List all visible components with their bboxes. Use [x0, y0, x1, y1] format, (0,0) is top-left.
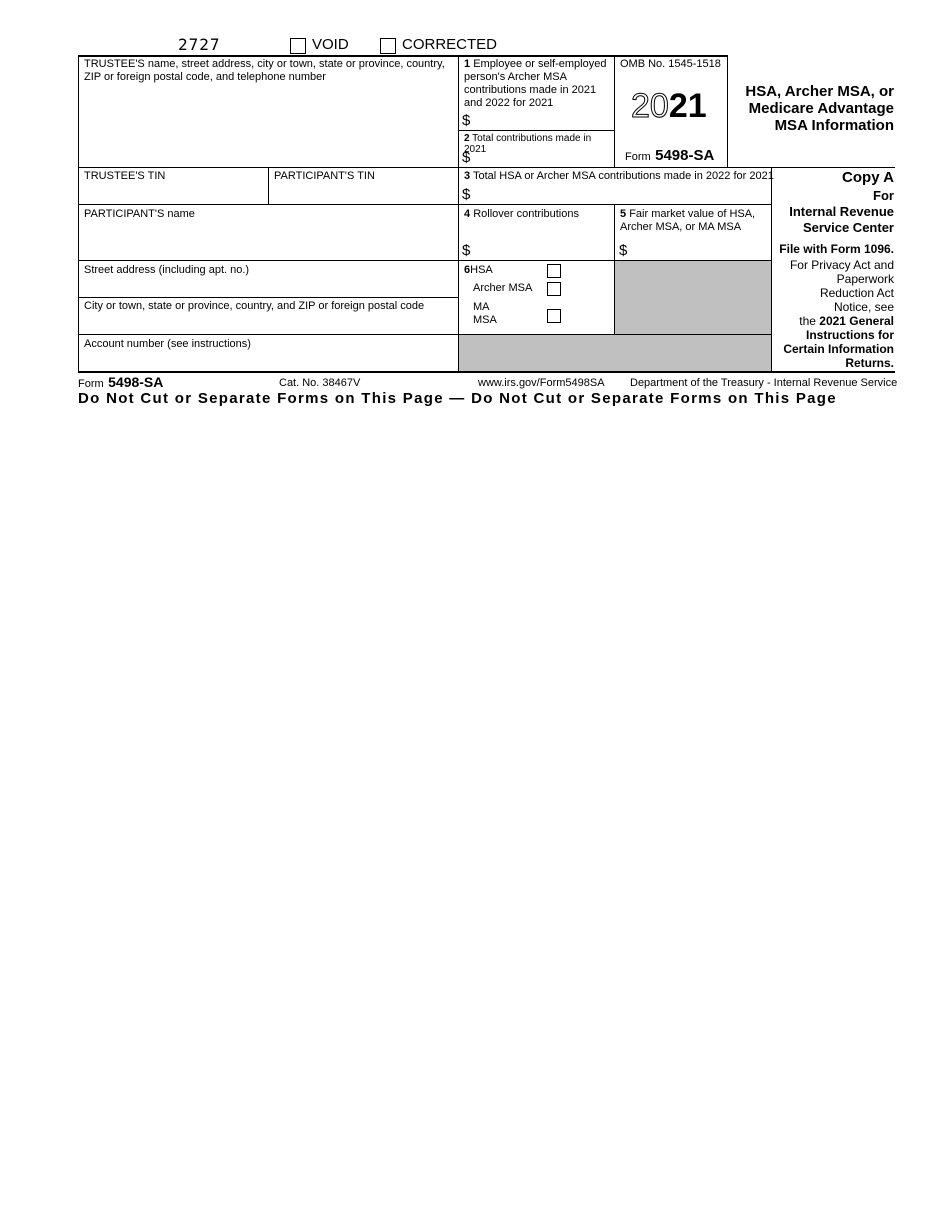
form-code: 2727: [178, 35, 221, 54]
title-line3: MSA Information: [774, 117, 894, 134]
corrected-label: CORRECTED: [402, 36, 498, 53]
city-label: City or town, state or province, country, and ZIP or foreign postal code: [84, 300, 425, 312]
copy-irs-label: Internal Revenue Service Center: [789, 204, 894, 235]
void-label: VOID: [312, 36, 349, 53]
box5-dollar: $: [619, 242, 628, 259]
footer-form-name: Form 5498-SA: [78, 374, 164, 390]
trustee-name-field[interactable]: [80, 86, 457, 166]
corrected-checkbox[interactable]: [380, 38, 396, 54]
omb-number: OMB No. 1545-1518: [620, 58, 721, 70]
copy-a-label: Copy A: [842, 169, 894, 186]
box5-amount-field[interactable]: [632, 241, 769, 259]
file-with-label: File with Form 1096.: [779, 242, 894, 256]
box6-archer-label: Archer MSA: [473, 282, 533, 294]
participant-tin-label: PARTICIPANT'S TIN: [274, 170, 375, 182]
copy-for-label: For: [873, 188, 894, 203]
shaded-area-right: [615, 261, 771, 334]
title-line1: HSA, Archer MSA, or: [745, 83, 894, 100]
trustee-name-label: TRUSTEE'S name, street address, city or town, state or province, country, ZIP or foreign postal code, and telephone number: [84, 58, 445, 83]
box1-label: 1 Employee or self-employed person's Archer MSA contributions made in 2021 and 2022 for 2021: [464, 58, 607, 109]
participant-name-field[interactable]: [80, 223, 456, 259]
box4-label: 4 Rollover contributions: [464, 208, 579, 220]
box6-ma-msa-checkbox[interactable]: [547, 309, 561, 323]
privacy-notice: For Privacy Act and Paperwork Reduction Act Notice, see the 2021 General Instructions for Certain Information Returns.: [783, 258, 894, 370]
do-not-cut-warning: Do Not Cut or Separate Forms on This Page — Do Not Cut or Separate Forms on This Page: [78, 390, 837, 407]
street-address-field[interactable]: [80, 279, 456, 296]
box3-label: 3 Total HSA or Archer MSA contributions made in 2022 for 2021: [464, 170, 774, 182]
box6-ma-label: MA: [473, 301, 490, 313]
tax-year-bold: 21: [668, 87, 707, 125]
box3-dollar: $: [462, 186, 471, 203]
omb-form-name: Form 5498-SA: [625, 147, 715, 164]
box5-label: 5 Fair market value of HSA, Archer MSA, or MA MSA: [620, 208, 756, 233]
street-address-label: Street address (including apt. no.): [84, 264, 250, 276]
box6-hsa-label: 6HSA: [464, 264, 493, 276]
participant-name-label: PARTICIPANT'S name: [84, 208, 195, 220]
box2-amount-field[interactable]: [475, 148, 612, 165]
box2-label: 2 Total contributions made in 2021: [464, 133, 592, 155]
tax-year: [631, 87, 707, 125]
box6-archer-checkbox[interactable]: [547, 282, 561, 296]
box4-amount-field[interactable]: [475, 241, 612, 259]
box1-amount-field[interactable]: [475, 112, 612, 128]
box3-amount-field[interactable]: [475, 186, 769, 203]
tax-year-outline: 20: [631, 87, 669, 125]
form-title: [732, 83, 894, 134]
box6-msa-label: MSA: [473, 314, 497, 326]
account-number-field[interactable]: [80, 353, 456, 370]
box4-dollar: $: [462, 242, 471, 259]
trustee-tin-label: TRUSTEE'S TIN: [84, 170, 166, 182]
participant-tin-field[interactable]: [270, 185, 456, 203]
account-number-label: Account number (see instructions): [84, 338, 251, 350]
title-line2: Medicare Advantage: [748, 100, 894, 117]
box1-dollar: $: [462, 112, 471, 129]
footer-department: Department of the Treasury - Internal Revenue Service: [630, 377, 898, 389]
void-checkbox[interactable]: [290, 38, 306, 54]
box2-dollar: $: [462, 149, 471, 166]
box6-hsa-checkbox[interactable]: [547, 264, 561, 278]
footer-cat-no: Cat. No. 38467V: [279, 377, 361, 389]
shaded-area-bottom: [459, 335, 771, 371]
footer-url: www.irs.gov/Form5498SA: [478, 377, 605, 389]
trustee-tin-field[interactable]: [80, 185, 266, 203]
city-field[interactable]: [80, 315, 456, 333]
